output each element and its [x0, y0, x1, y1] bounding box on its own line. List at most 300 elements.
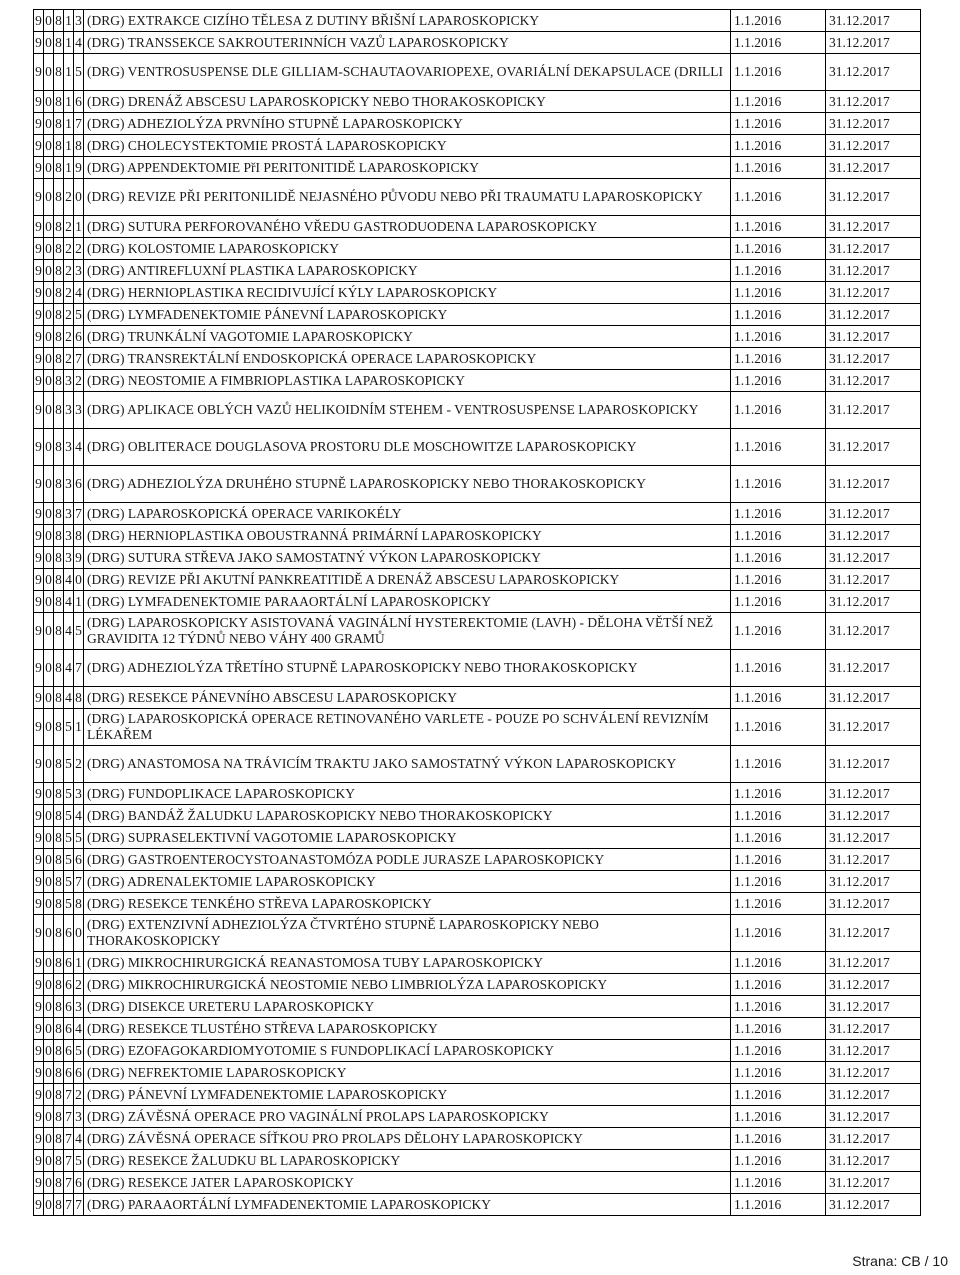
- valid-from-date: 1.1.2016: [731, 1172, 826, 1194]
- code-digit: 8: [54, 179, 64, 216]
- valid-to-date: 31.12.2017: [826, 348, 921, 370]
- code-digit: 8: [54, 996, 64, 1018]
- code-digit: 0: [44, 893, 54, 915]
- code-digit: 8: [54, 135, 64, 157]
- table-row: [34, 32, 921, 54]
- code-digit: 1: [64, 32, 74, 54]
- code-digit: 0: [44, 1062, 54, 1084]
- procedure-description: (DRG) HERNIOPLASTIKA OBOUSTRANNÁ PRIMÁRNÍ LAPAROSKOPICKY: [84, 525, 731, 547]
- code-digit: 0: [44, 10, 54, 32]
- code-digit: 9: [34, 238, 44, 260]
- code-digit: 7: [74, 871, 84, 893]
- valid-from-date: 1.1.2016: [731, 10, 826, 32]
- code-digit: 3: [64, 429, 74, 466]
- table-row: [34, 370, 921, 392]
- code-digit: 0: [44, 157, 54, 179]
- code-digit: 0: [44, 503, 54, 525]
- procedure-description: (DRG) LYMFADENEKTOMIE PARAAORTÁLNÍ LAPAROSKOPICKY: [84, 591, 731, 613]
- procedure-description: (DRG) KOLOSTOMIE LAPAROSKOPICKY: [84, 238, 731, 260]
- code-digit: 7: [74, 113, 84, 135]
- valid-to-date: 31.12.2017: [826, 893, 921, 915]
- code-digit: 5: [64, 871, 74, 893]
- valid-from-date: 1.1.2016: [731, 746, 826, 783]
- code-digit: 9: [34, 1062, 44, 1084]
- table-row: [34, 1172, 921, 1194]
- code-digit: 0: [44, 282, 54, 304]
- procedure-description: (DRG) RESEKCE JATER LAPAROSKOPICKY: [84, 1172, 731, 1194]
- code-digit: 1: [64, 113, 74, 135]
- table-row: [34, 805, 921, 827]
- code-digit: 3: [74, 260, 84, 282]
- code-digit: 0: [44, 113, 54, 135]
- procedure-description: (DRG) ZÁVĚSNÁ OPERACE PRO VAGINÁLNÍ PROLAPS LAPAROSKOPICKY: [84, 1106, 731, 1128]
- valid-to-date: 31.12.2017: [826, 687, 921, 709]
- table-row: [34, 1084, 921, 1106]
- code-digit: 9: [34, 1040, 44, 1062]
- code-digit: 9: [34, 783, 44, 805]
- code-digit: 9: [34, 157, 44, 179]
- code-digit: 9: [34, 687, 44, 709]
- code-digit: 5: [64, 805, 74, 827]
- valid-to-date: 31.12.2017: [826, 304, 921, 326]
- code-digit: 8: [54, 547, 64, 569]
- code-digit: 0: [44, 179, 54, 216]
- procedure-description: (DRG) ANTIREFLUXNÍ PLASTIKA LAPAROSKOPICKY: [84, 260, 731, 282]
- code-digit: 3: [74, 996, 84, 1018]
- code-digit: 9: [34, 915, 44, 952]
- code-digit: 3: [64, 392, 74, 429]
- table-row: [34, 260, 921, 282]
- valid-from-date: 1.1.2016: [731, 525, 826, 547]
- code-digit: 8: [54, 613, 64, 650]
- code-digit: 8: [54, 783, 64, 805]
- code-digit: 8: [54, 1018, 64, 1040]
- table-row: [34, 1194, 921, 1216]
- code-digit: 3: [74, 783, 84, 805]
- procedure-description: (DRG) ANASTOMOSA NA TRÁVICÍM TRAKTU JAKO SAMOSTATNÝ VÝKON LAPAROSKOPICKY: [84, 746, 731, 783]
- valid-to-date: 31.12.2017: [826, 827, 921, 849]
- table-row: [34, 591, 921, 613]
- valid-from-date: 1.1.2016: [731, 1084, 826, 1106]
- valid-from-date: 1.1.2016: [731, 547, 826, 569]
- valid-to-date: 31.12.2017: [826, 709, 921, 746]
- code-digit: 8: [54, 650, 64, 687]
- procedure-description: (DRG) DRENÁŽ ABSCESU LAPAROSKOPICKY NEBO THORAKOSKOPICKY: [84, 91, 731, 113]
- code-digit: 9: [34, 871, 44, 893]
- valid-from-date: 1.1.2016: [731, 1040, 826, 1062]
- code-digit: 8: [54, 525, 64, 547]
- code-digit: 8: [74, 687, 84, 709]
- code-digit: 0: [44, 996, 54, 1018]
- code-digit: 0: [44, 135, 54, 157]
- code-digit: 4: [74, 32, 84, 54]
- table-row: [34, 91, 921, 113]
- code-digit: 0: [44, 304, 54, 326]
- procedure-description: (DRG) RESEKCE TLUSTÉHO STŘEVA LAPAROSKOPICKY: [84, 1018, 731, 1040]
- table-row: [34, 304, 921, 326]
- code-digit: 4: [64, 613, 74, 650]
- code-digit: 8: [54, 1150, 64, 1172]
- valid-to-date: 31.12.2017: [826, 1106, 921, 1128]
- code-digit: 9: [34, 10, 44, 32]
- valid-to-date: 31.12.2017: [826, 1084, 921, 1106]
- code-digit: 9: [34, 370, 44, 392]
- code-digit: 8: [54, 827, 64, 849]
- valid-from-date: 1.1.2016: [731, 304, 826, 326]
- code-digit: 2: [64, 238, 74, 260]
- code-digit: 8: [54, 1062, 64, 1084]
- code-digit: 4: [74, 429, 84, 466]
- code-digit: 8: [54, 282, 64, 304]
- code-digit: 8: [54, 304, 64, 326]
- valid-from-date: 1.1.2016: [731, 1106, 826, 1128]
- procedure-description: (DRG) FUNDOPLIKACE LAPAROSKOPICKY: [84, 783, 731, 805]
- valid-from-date: 1.1.2016: [731, 1150, 826, 1172]
- code-digit: 0: [44, 687, 54, 709]
- valid-from-date: 1.1.2016: [731, 569, 826, 591]
- code-digit: 1: [64, 91, 74, 113]
- code-digit: 9: [34, 591, 44, 613]
- code-digit: 3: [74, 392, 84, 429]
- valid-from-date: 1.1.2016: [731, 849, 826, 871]
- code-digit: 9: [34, 1172, 44, 1194]
- table-row: [34, 849, 921, 871]
- code-digit: 6: [74, 466, 84, 503]
- page-number: Strana: CB / 10: [852, 1253, 948, 1269]
- procedure-description: (DRG) REVIZE PŘI AKUTNÍ PANKREATITIDĚ A DRENÁŽ ABSCESU LAPAROSKOPICKY: [84, 569, 731, 591]
- code-digit: 9: [34, 827, 44, 849]
- table-row: [34, 952, 921, 974]
- code-digit: 8: [54, 216, 64, 238]
- code-digit: 8: [54, 974, 64, 996]
- code-digit: 0: [44, 1194, 54, 1216]
- procedure-description: (DRG) PÁNEVNÍ LYMFADENEKTOMIE LAPAROSKOPICKY: [84, 1084, 731, 1106]
- procedure-description: (DRG) LYMFADENEKTOMIE PÁNEVNÍ LAPAROSKOPICKY: [84, 304, 731, 326]
- code-digit: 0: [44, 613, 54, 650]
- code-digit: 6: [64, 952, 74, 974]
- code-digit: 3: [64, 525, 74, 547]
- code-digit: 5: [64, 783, 74, 805]
- table-row: [34, 503, 921, 525]
- code-digit: 8: [74, 893, 84, 915]
- table-row: [34, 525, 921, 547]
- code-digit: 8: [54, 805, 64, 827]
- code-digit: 8: [54, 952, 64, 974]
- valid-from-date: 1.1.2016: [731, 113, 826, 135]
- table-row: [34, 915, 921, 952]
- code-digit: 9: [34, 326, 44, 348]
- table-row: [34, 613, 921, 650]
- code-digit: 0: [44, 466, 54, 503]
- table-row: [34, 996, 921, 1018]
- code-digit: 0: [74, 915, 84, 952]
- code-digit: 8: [54, 591, 64, 613]
- code-digit: 8: [54, 392, 64, 429]
- code-digit: 2: [74, 370, 84, 392]
- valid-to-date: 31.12.2017: [826, 370, 921, 392]
- code-digit: 0: [44, 805, 54, 827]
- procedure-description: (DRG) ADHEZIOLÝZA DRUHÉHO STUPNĚ LAPAROSKOPICKY NEBO THORAKOSKOPICKY: [84, 466, 731, 503]
- code-digit: 0: [44, 974, 54, 996]
- valid-to-date: 31.12.2017: [826, 569, 921, 591]
- code-digit: 6: [64, 915, 74, 952]
- code-digit: 9: [34, 179, 44, 216]
- valid-to-date: 31.12.2017: [826, 54, 921, 91]
- code-digit: 0: [44, 370, 54, 392]
- code-digit: 0: [44, 1084, 54, 1106]
- code-digit: 7: [64, 1106, 74, 1128]
- table-row: [34, 827, 921, 849]
- procedure-description: (DRG) ADRENALEKTOMIE LAPAROSKOPICKY: [84, 871, 731, 893]
- code-digit: 0: [44, 429, 54, 466]
- valid-to-date: 31.12.2017: [826, 238, 921, 260]
- code-digit: 0: [44, 91, 54, 113]
- code-digit: 2: [74, 746, 84, 783]
- valid-from-date: 1.1.2016: [731, 260, 826, 282]
- code-digit: 9: [34, 392, 44, 429]
- valid-from-date: 1.1.2016: [731, 1128, 826, 1150]
- valid-to-date: 31.12.2017: [826, 113, 921, 135]
- code-digit: 8: [54, 91, 64, 113]
- table-row: [34, 282, 921, 304]
- code-digit: 5: [74, 1040, 84, 1062]
- table-row: [34, 157, 921, 179]
- code-digit: 1: [74, 591, 84, 613]
- code-digit: 1: [64, 135, 74, 157]
- code-digit: 4: [74, 805, 84, 827]
- valid-to-date: 31.12.2017: [826, 650, 921, 687]
- procedure-code-rows: [34, 10, 921, 1216]
- code-digit: 8: [74, 525, 84, 547]
- valid-to-date: 31.12.2017: [826, 1128, 921, 1150]
- code-digit: 1: [64, 10, 74, 32]
- table-row: [34, 783, 921, 805]
- procedure-description: (DRG) LAPAROSKOPICKY ASISTOVANÁ VAGINÁLNÍ HYSTEREKTOMIE (LAVH) - DĚLOHA VĚTŠÍ NEŽ GRAVIDITA 12 TÝDNŮ NEBO VÁHY 400 GRAMŮ: [84, 613, 731, 650]
- procedure-description: (DRG) BANDÁŽ ŽALUDKU LAPAROSKOPICKY NEBO THORAKOSKOPICKY: [84, 805, 731, 827]
- code-digit: 1: [74, 952, 84, 974]
- code-digit: 9: [34, 1018, 44, 1040]
- procedure-description: (DRG) APLIKACE OBLÝCH VAZŮ HELIKOIDNÍM STEHEM - VENTROSUSPENSE LAPAROSKOPICKY: [84, 392, 731, 429]
- valid-from-date: 1.1.2016: [731, 466, 826, 503]
- code-digit: 1: [74, 709, 84, 746]
- procedure-description: (DRG) EXTRAKCE CIZÍHO TĚLESA Z DUTINY BŘIŠNÍ LAPAROSKOPICKY: [84, 10, 731, 32]
- procedure-description: (DRG) RESEKCE PÁNEVNÍHO ABSCESU LAPAROSKOPICKY: [84, 687, 731, 709]
- code-digit: 5: [74, 54, 84, 91]
- code-digit: 9: [34, 650, 44, 687]
- code-digit: 1: [74, 216, 84, 238]
- code-digit: 2: [64, 326, 74, 348]
- code-digit: 9: [34, 260, 44, 282]
- table-row: [34, 429, 921, 466]
- procedure-description: (DRG) TRANSREKTÁLNÍ ENDOSKOPICKÁ OPERACE LAPAROSKOPICKY: [84, 348, 731, 370]
- valid-from-date: 1.1.2016: [731, 783, 826, 805]
- code-digit: 8: [54, 871, 64, 893]
- code-digit: 4: [74, 1128, 84, 1150]
- procedure-description: (DRG) SUPRASELEKTIVNÍ VAGOTOMIE LAPAROSKOPICKY: [84, 827, 731, 849]
- valid-to-date: 31.12.2017: [826, 429, 921, 466]
- procedure-description: (DRG) GASTROENTEROCYSTOANASTOMÓZA PODLE JURASZE LAPAROSKOPICKY: [84, 849, 731, 871]
- code-digit: 9: [34, 974, 44, 996]
- code-digit: 9: [34, 135, 44, 157]
- valid-to-date: 31.12.2017: [826, 1172, 921, 1194]
- code-digit: 8: [54, 1194, 64, 1216]
- code-digit: 8: [74, 135, 84, 157]
- valid-from-date: 1.1.2016: [731, 974, 826, 996]
- code-digit: 8: [54, 709, 64, 746]
- code-digit: 9: [34, 746, 44, 783]
- procedure-description: (DRG) VENTROSUSPENSE DLE GILLIAM-SCHAUTAOVARIOPEXE, OVARIÁLNÍ DEKAPSULACE (DRILLI: [84, 54, 731, 91]
- table-row: [34, 1018, 921, 1040]
- code-digit: 8: [54, 348, 64, 370]
- valid-to-date: 31.12.2017: [826, 216, 921, 238]
- code-digit: 8: [54, 326, 64, 348]
- procedure-description: (DRG) NEOSTOMIE A FIMBRIOPLASTIKA LAPAROSKOPICKY: [84, 370, 731, 392]
- valid-from-date: 1.1.2016: [731, 179, 826, 216]
- code-digit: 0: [44, 238, 54, 260]
- code-digit: 9: [34, 32, 44, 54]
- valid-to-date: 31.12.2017: [826, 1018, 921, 1040]
- valid-to-date: 31.12.2017: [826, 746, 921, 783]
- valid-to-date: 31.12.2017: [826, 591, 921, 613]
- code-digit: 5: [74, 827, 84, 849]
- table-row: [34, 392, 921, 429]
- valid-from-date: 1.1.2016: [731, 871, 826, 893]
- code-digit: 9: [34, 613, 44, 650]
- code-digit: 6: [74, 1062, 84, 1084]
- valid-to-date: 31.12.2017: [826, 547, 921, 569]
- code-digit: 8: [54, 1040, 64, 1062]
- code-digit: 3: [64, 503, 74, 525]
- procedure-description: (DRG) ZÁVĚSNÁ OPERACE SÍŤKOU PRO PROLAPS DĚLOHY LAPAROSKOPICKY: [84, 1128, 731, 1150]
- valid-to-date: 31.12.2017: [826, 783, 921, 805]
- valid-from-date: 1.1.2016: [731, 687, 826, 709]
- code-digit: 0: [44, 650, 54, 687]
- code-digit: 5: [74, 613, 84, 650]
- table-row: [34, 1040, 921, 1062]
- code-digit: 7: [74, 503, 84, 525]
- valid-to-date: 31.12.2017: [826, 157, 921, 179]
- procedure-description: (DRG) TRANSSEKCE SAKROUTERINNÍCH VAZŮ LAPAROSKOPICKY: [84, 32, 731, 54]
- procedure-description: (DRG) RESEKCE TENKÉHO STŘEVA LAPAROSKOPICKY: [84, 893, 731, 915]
- procedure-description: (DRG) LAPAROSKOPICKÁ OPERACE VARIKOKÉLY: [84, 503, 731, 525]
- table-row: [34, 135, 921, 157]
- valid-from-date: 1.1.2016: [731, 952, 826, 974]
- code-digit: 0: [44, 1040, 54, 1062]
- code-digit: 8: [54, 569, 64, 591]
- code-digit: 9: [34, 805, 44, 827]
- code-digit: 4: [64, 591, 74, 613]
- code-digit: 7: [74, 650, 84, 687]
- table-row: [34, 687, 921, 709]
- code-digit: 2: [64, 216, 74, 238]
- valid-to-date: 31.12.2017: [826, 915, 921, 952]
- table-row: [34, 54, 921, 91]
- table-row: [34, 650, 921, 687]
- code-digit: 8: [54, 1128, 64, 1150]
- valid-from-date: 1.1.2016: [731, 429, 826, 466]
- code-digit: 5: [64, 849, 74, 871]
- valid-to-date: 31.12.2017: [826, 613, 921, 650]
- valid-to-date: 31.12.2017: [826, 91, 921, 113]
- code-digit: 0: [44, 547, 54, 569]
- code-digit: 9: [34, 952, 44, 974]
- valid-from-date: 1.1.2016: [731, 238, 826, 260]
- code-digit: 6: [64, 1040, 74, 1062]
- procedure-description: (DRG) CHOLECYSTEKTOMIE PROSTÁ LAPAROSKOPICKY: [84, 135, 731, 157]
- code-digit: 8: [54, 1172, 64, 1194]
- table-row: [34, 569, 921, 591]
- code-digit: 8: [54, 10, 64, 32]
- code-digit: 8: [54, 893, 64, 915]
- valid-to-date: 31.12.2017: [826, 525, 921, 547]
- valid-from-date: 1.1.2016: [731, 216, 826, 238]
- valid-to-date: 31.12.2017: [826, 1040, 921, 1062]
- valid-from-date: 1.1.2016: [731, 503, 826, 525]
- code-digit: 6: [64, 974, 74, 996]
- procedure-description: (DRG) NEFREKTOMIE LAPAROSKOPICKY: [84, 1062, 731, 1084]
- code-digit: 0: [44, 591, 54, 613]
- valid-to-date: 31.12.2017: [826, 805, 921, 827]
- table-row: [34, 238, 921, 260]
- code-digit: 9: [34, 113, 44, 135]
- procedure-description: (DRG) MIKROCHIRURGICKÁ NEOSTOMIE NEBO LIMBRIOLÝZA LAPAROSKOPICKY: [84, 974, 731, 996]
- valid-from-date: 1.1.2016: [731, 348, 826, 370]
- code-digit: 9: [74, 157, 84, 179]
- procedure-description: (DRG) TRUNKÁLNÍ VAGOTOMIE LAPAROSKOPICKY: [84, 326, 731, 348]
- table-row: [34, 1128, 921, 1150]
- valid-to-date: 31.12.2017: [826, 466, 921, 503]
- valid-to-date: 31.12.2017: [826, 260, 921, 282]
- procedure-description: (DRG) EZOFAGOKARDIOMYOTOMIE S FUNDOPLIKACÍ LAPAROSKOPICKY: [84, 1040, 731, 1062]
- code-digit: 8: [54, 429, 64, 466]
- code-digit: 5: [64, 709, 74, 746]
- code-digit: 0: [44, 1106, 54, 1128]
- code-digit: 8: [54, 503, 64, 525]
- code-digit: 8: [54, 1084, 64, 1106]
- code-digit: 0: [44, 849, 54, 871]
- code-digit: 2: [64, 348, 74, 370]
- code-digit: 7: [74, 1194, 84, 1216]
- code-digit: 2: [64, 179, 74, 216]
- code-digit: 9: [34, 466, 44, 503]
- code-digit: 5: [74, 304, 84, 326]
- code-digit: 7: [64, 1194, 74, 1216]
- procedure-description: (DRG) DISEKCE URETERU LAPAROSKOPICKY: [84, 996, 731, 1018]
- procedure-description: (DRG) MIKROCHIRURGICKÁ REANASTOMOSA TUBY LAPAROSKOPICKY: [84, 952, 731, 974]
- table-row: [34, 974, 921, 996]
- valid-to-date: 31.12.2017: [826, 135, 921, 157]
- valid-from-date: 1.1.2016: [731, 54, 826, 91]
- valid-from-date: 1.1.2016: [731, 650, 826, 687]
- code-digit: 5: [64, 746, 74, 783]
- code-digit: 2: [74, 974, 84, 996]
- table-row: [34, 1106, 921, 1128]
- code-digit: 3: [64, 466, 74, 503]
- valid-from-date: 1.1.2016: [731, 135, 826, 157]
- table-row: [34, 179, 921, 216]
- code-digit: 3: [64, 370, 74, 392]
- valid-from-date: 1.1.2016: [731, 709, 826, 746]
- valid-to-date: 31.12.2017: [826, 871, 921, 893]
- valid-to-date: 31.12.2017: [826, 1194, 921, 1216]
- code-digit: 9: [34, 709, 44, 746]
- code-digit: 0: [44, 348, 54, 370]
- code-digit: 8: [54, 1106, 64, 1128]
- code-digit: 9: [34, 996, 44, 1018]
- valid-from-date: 1.1.2016: [731, 915, 826, 952]
- valid-from-date: 1.1.2016: [731, 893, 826, 915]
- valid-to-date: 31.12.2017: [826, 952, 921, 974]
